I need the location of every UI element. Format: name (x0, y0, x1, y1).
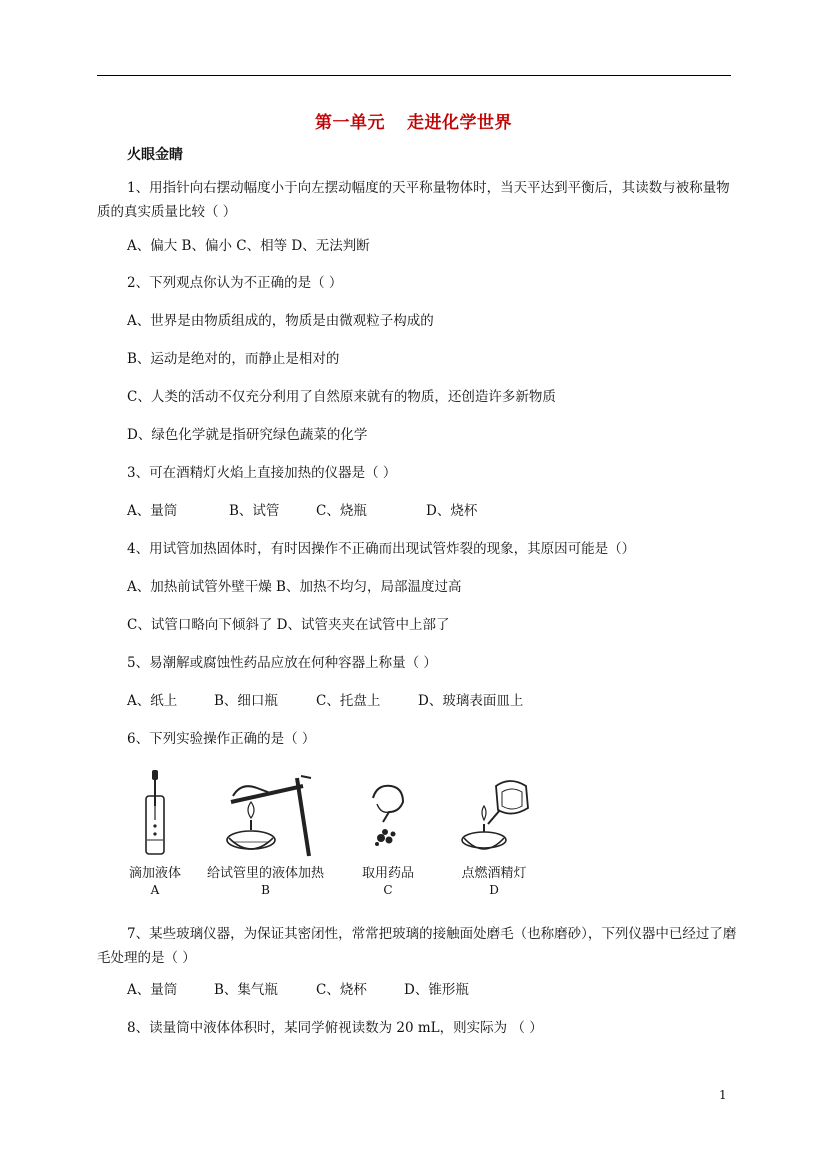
dropper-icon (135, 768, 175, 858)
figure-d-letter: D (489, 883, 499, 897)
question-4: 4、用试管加热固体时，有时因操作不正确而出现试管炸裂的现象，其原因可能是（） (127, 541, 636, 557)
question-7-options (127, 980, 469, 1000)
question-6: 6、下列实验操作正确的是（ ） (127, 731, 316, 747)
question-3-option-d: D、烧杯 (426, 503, 478, 519)
figure-a-caption: 滴加液体 (128, 866, 181, 881)
question-3-option-c: C、烧瓶 (316, 503, 367, 519)
question-3-options (127, 501, 477, 521)
figure-c-caption: 取用药品 (361, 866, 414, 881)
figure-a (128, 768, 182, 897)
question-3: 3、可在酒精灯火焰上直接加热的仪器是（ ） (127, 465, 397, 481)
question-5-options (127, 691, 523, 711)
figure-b (198, 768, 333, 897)
question-7-option-c: C、烧杯 (316, 982, 367, 998)
figure-b-caption: 给试管里的液体加热 (206, 866, 324, 881)
question-2-option-a: A、世界是由物质组成的，物质是由微观粒子构成的 (127, 313, 434, 329)
page-number: 1 (719, 1088, 727, 1102)
question-2-option-d: D、绿色化学就是指研究绿色蔬菜的化学 (127, 427, 368, 443)
figure-c-letter: C (383, 883, 393, 897)
taking-chemicals-icon (363, 768, 413, 858)
figure-a-letter: A (150, 883, 160, 897)
question-5-option-a: A、纸上 (127, 693, 178, 709)
question-1: 1、用指针向右摆动幅度小于向左摆动幅度的天平称量物体时，当天平达到平衡后，其读数与被称量物质的真实质量比较（ ） (97, 180, 730, 220)
figure-d-caption: 点燃酒精灯 (461, 866, 527, 881)
question-8: 8、读量筒中液体体积时，某同学俯视读数为 20 mL，则实际为 （ ） (127, 1020, 543, 1036)
header-rule (97, 75, 731, 76)
title-topic: 走进化学世界 (407, 113, 512, 133)
question-1-options: A、偏大 B、偏小 C、相等 D、无法判断 (127, 238, 370, 254)
figure-d (450, 768, 538, 897)
section-heading: 火眼金睛 (127, 147, 183, 163)
question-7-option-a: A、量筒 (127, 982, 178, 998)
question-2-option-c: C、人类的活动不仅充分利用了自然原来就有的物质，还创造许多新物质 (127, 389, 556, 405)
question-4-options-ab: A、加热前试管外壁干燥 B、加热不均匀，局部温度过高 (127, 579, 462, 595)
question-2-option-b: B、运动是绝对的，而静止是相对的 (127, 351, 340, 367)
figure-b-letter: B (261, 883, 270, 897)
question-4-options-cd: C、试管口略向下倾斜了 D、试管夹夹在试管中上部了 (127, 617, 450, 633)
question-3-option-a: A、量筒 (127, 503, 178, 519)
question-5: 5、易潮解或腐蚀性药品应放在何种容器上称量（ ） (127, 655, 437, 671)
question-5-option-c: C、托盘上 (316, 693, 381, 709)
question-7-option-b: B、集气瓶 (214, 982, 278, 998)
question-3-option-b: B、试管 (229, 503, 280, 519)
question-5-option-b: B、细口瓶 (214, 693, 278, 709)
question-5-option-d: D、玻璃表面皿上 (418, 693, 524, 709)
question-7: 7、某些玻璃仪器，为保证其密闭性，常常把玻璃的接触面处磨毛（也称磨砂），下列仪器中已经过了磨毛处理的是（ ） (97, 926, 737, 966)
question-2: 2、下列观点你认为不正确的是（ ） (127, 275, 343, 291)
lighting-alcohol-lamp-icon (454, 768, 534, 858)
title-unit: 第一单元 (315, 113, 385, 133)
figure-c (356, 768, 420, 897)
page-title (0, 108, 827, 133)
question-7-option-d: D、锥形瓶 (404, 982, 469, 998)
test-tube-heating-icon (211, 768, 321, 858)
question-6-figures (128, 768, 548, 898)
